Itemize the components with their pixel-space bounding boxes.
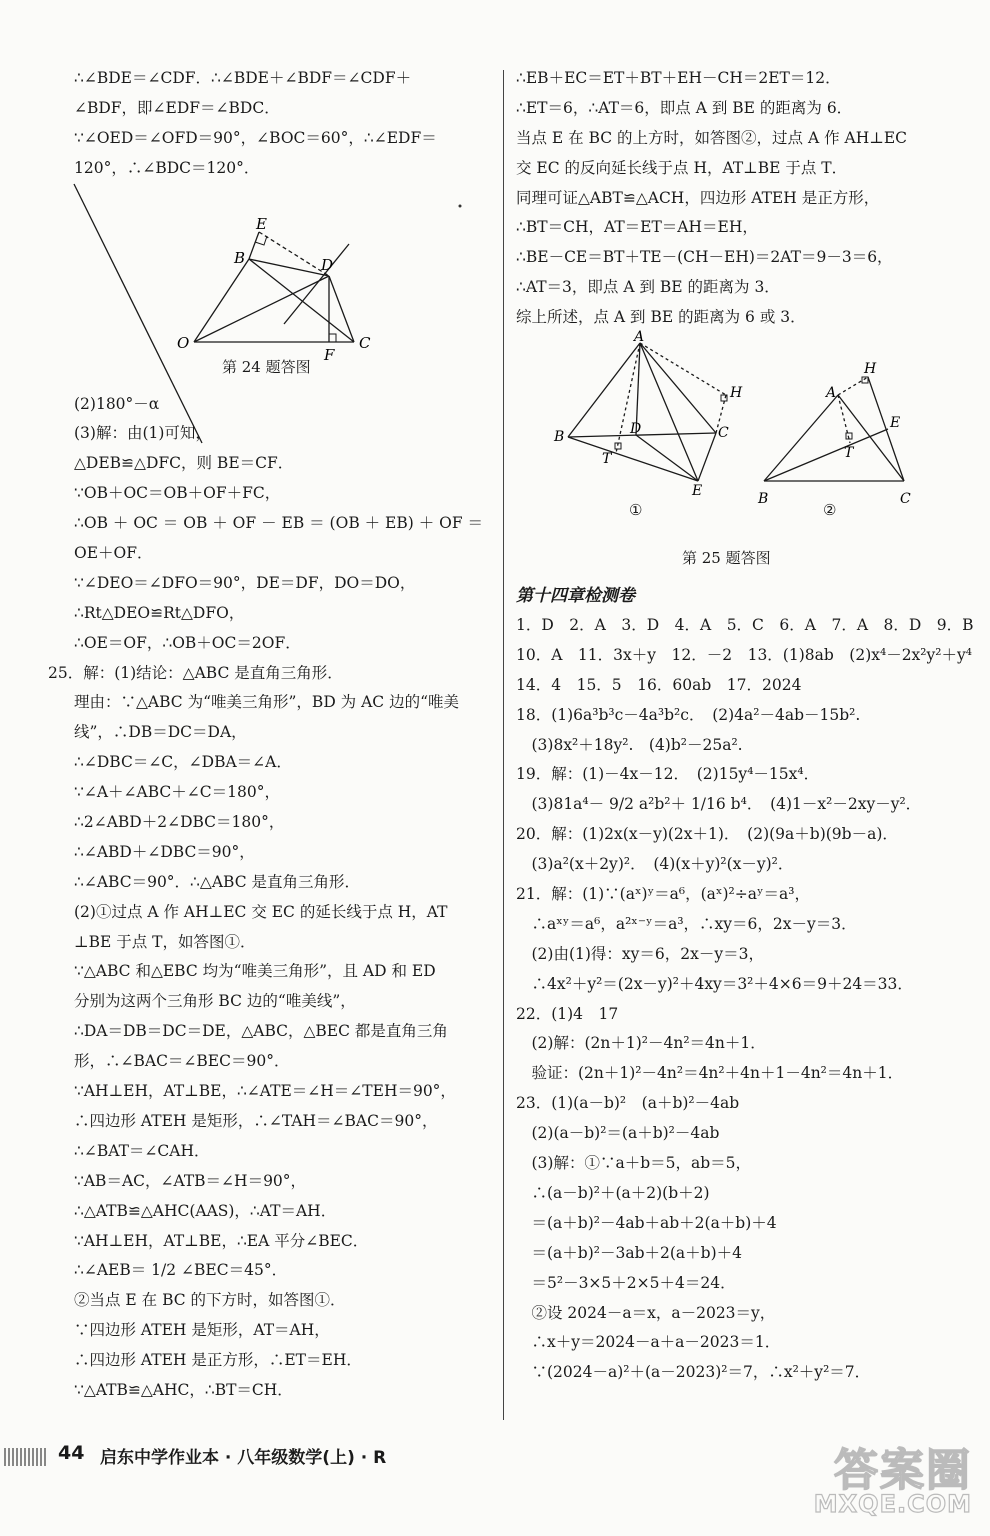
label-f: F <box>324 345 335 364</box>
left-bottom-line: ∵△ATB≌△AHC，∴BT＝CH． <box>74 1380 293 1399</box>
right-top-line: ∴BT＝CH，AT＝ET＝AH＝EH， <box>516 218 758 237</box>
right-top-line: ∴BE－CE＝BT＋TE－(CH－EH)＝2AT＝9－3＝6， <box>516 248 893 267</box>
right-top-line: ∴AT＝3，即点 A 到 BE 的距离为 3． <box>516 278 780 297</box>
right-bottom-line: 22．(1)4 17 <box>516 1004 619 1023</box>
right-bottom-line: 23．(1)(a－b)² (a＋b)²－4ab <box>516 1094 740 1113</box>
fig2-label-a: A <box>826 385 837 402</box>
left-bottom-line: ∴OB ＋ OC ＝ OB ＋ OF － EB ＝ (OB ＋ EB) ＋ OF ＝ <box>74 514 484 533</box>
fig1-label-b: B <box>554 429 565 446</box>
fig25-sublabel-2: ② <box>823 501 837 520</box>
left-bottom-line: OE＋OF． <box>74 544 153 563</box>
right-bottom-line: ∴4x²＋y²＝(2x－y)²＋4xy＝3²＋4×6＝9＋24＝33． <box>516 974 913 993</box>
fig2-ab <box>764 395 838 481</box>
right-bottom-line: 验证：(2n＋1)²－4n²＝4n²＋4n＋1－4n²＝4n＋1． <box>516 1064 904 1083</box>
right-bottom-line: ＝(a＋b)²－3ab＋2(a＋b)＋4 <box>516 1243 742 1262</box>
watermark-logo <box>800 1434 980 1530</box>
right-bottom-line: 20．解：(1)2x(x－y)(2x＋1)． (2)(9a＋b)(9b－a)． <box>516 825 898 844</box>
left-bottom-line: ∴四边形 ATEH 是正方形，∴ET＝EH． <box>74 1351 362 1370</box>
figure-24 <box>74 184 492 364</box>
left-bottom-line: ∵∠DEO＝∠DFO＝90°，DE＝DF，DO＝DO， <box>74 573 416 592</box>
svg-text:B: B <box>758 491 769 508</box>
right-bottom-line: (2)(a－b)²＝(a＋b)²－4ab <box>516 1124 720 1143</box>
right-top-line: 综上所述，点 A 到 BE 的距离为 6 或 3． <box>516 308 806 327</box>
left-bottom-line: ∵AH⊥EH，AT⊥BE，∴EA 平分∠BEC． <box>74 1231 369 1250</box>
right-bottom-line: 10．A 11．3x＋y 12．－2 13．(1)8ab (2)x⁴－2x²y²＋y⁴ <box>516 645 972 664</box>
line-ed <box>259 232 329 276</box>
left-bottom-line: ∴OE＝OF，∴OB＋OC＝2OF． <box>74 633 301 652</box>
left-bottom-line: ②当点 E 在 BC 的下方时，如答图①． <box>74 1291 346 1310</box>
left-bottom-line: ∴∠ABD＋∠DBC＝90°， <box>74 842 255 861</box>
left-bottom-line: ∴∠AEB＝ 1/2 ∠BEC＝45°． <box>74 1261 288 1280</box>
left-bottom-line: 理由：∵△ABC 为“唯美三角形”，BD 为 AC 边的“唯美 <box>74 693 460 712</box>
line-ob <box>194 259 249 342</box>
left-bottom-line: ∵∠A＋∠ABC＋∠C＝180°， <box>74 783 280 802</box>
left-bottom-line: ∴Rt△DEO≌Rt△DFO， <box>74 603 245 622</box>
left-bottom-line: ∵△ABC 和△EBC 均为“唯美三角形”，且 AD 和 ED <box>74 962 436 981</box>
fig2-ac <box>838 395 904 481</box>
chapter-14-test-title: 第十四章检测卷 <box>516 586 635 607</box>
right-bottom-line: 14．4 15．5 16．60ab 17．2024 <box>516 675 802 694</box>
right-bottom-line: (2)解：(2n＋1)²－4n²＝4n＋1． <box>516 1034 766 1053</box>
fig1-label-h: H <box>730 385 743 402</box>
left-bottom-line: ∴∠ABC＝90°．∴△ABC 是直角三角形． <box>74 872 360 891</box>
fig25-sublabel-1: ① <box>629 501 643 520</box>
fig1-label-c: C <box>718 425 729 442</box>
right-bottom-line: 18．(1)6a³b³c－4a³b²c． (2)4a²－4ab－15b². <box>516 705 861 724</box>
left-bottom-line: (3)解：由(1)可知， <box>74 424 211 443</box>
label-e: E <box>256 214 267 233</box>
book-title: 启东中学作业本 · 八年级数学(上) · R <box>100 1448 387 1468</box>
footer-decoration <box>4 1448 48 1466</box>
left-bottom-line: (2)180°－α <box>74 394 160 413</box>
right-top-line: 交 EC 的反向延长线于点 H，AT⊥BE 于点 T． <box>516 158 848 177</box>
fig2-label-h: H <box>864 361 877 378</box>
fig1-label-t: T <box>602 451 612 468</box>
figure-25-bottom-labels <box>516 489 956 519</box>
right-bottom-line: (3)81a⁴－ 9/2 a²b²＋ 1/16 b⁴． (4)1－x²－2xy－y²． <box>516 795 922 814</box>
column-divider <box>503 70 504 1420</box>
label-b: B <box>234 248 246 267</box>
left-bottom-line: 线”，∴DB＝DC＝DA， <box>74 723 247 742</box>
right-bottom-line: 19．解：(1)－4x－12． (2)15y⁴－15x⁴． <box>516 765 820 784</box>
left-bottom-line: ∵AH⊥EH，AT⊥BE，∴∠ATE＝∠H＝∠TEH＝90°， <box>74 1082 456 1101</box>
watermark-text-2: MXQE.COM <box>813 1490 972 1518</box>
left-top-line: ∴∠BDE＝∠CDF．∴∠BDE＋∠BDF＝∠CDF＋ <box>74 69 412 87</box>
left-bottom-line: 25．解：(1)结论：△ABC 是直角三角形． <box>48 663 343 682</box>
line-bd <box>249 259 329 276</box>
right-bottom-line: (3)a²(x＋2y)²． (4)(x＋y)²(x－y)²． <box>516 855 794 874</box>
line-od <box>194 276 329 342</box>
right-bottom-line: (3)解：①∵a＋b＝5，ab＝5， <box>516 1154 752 1173</box>
fig2-label-t: T <box>844 445 854 462</box>
left-bottom-line: △DEB≌△DFC，则 BE＝CF． <box>74 454 294 473</box>
fig1-ae <box>640 343 698 481</box>
fig1-ce <box>698 433 716 481</box>
fig1-label-a: A <box>634 329 645 346</box>
watermark-text-1: 答案圈 <box>834 1445 972 1496</box>
label-c: C <box>359 333 371 352</box>
left-bottom-line: ∵四边形 ATEH 是矩形，AT＝AH， <box>74 1321 330 1340</box>
page-number: 44 <box>58 1442 85 1464</box>
right-bottom-line: ∵(2024－a)²＋(a－2023)²＝7，∴x²＋y²＝7． <box>516 1363 871 1382</box>
right-top-line: ∴ET＝6，∴AT＝6，即点 A 到 BE 的距离为 6． <box>516 98 853 117</box>
figure-25 <box>516 329 956 500</box>
fig2-ah <box>838 377 868 395</box>
right-bottom-line: 1．D 2．A 3．D 4．A 5．C 6．A 7．A 8．D 9．B <box>516 616 974 635</box>
left-top-line: ∠BDF，即∠EDF＝∠BDC． <box>74 98 280 117</box>
fig1-ac <box>640 343 716 433</box>
right-bottom-line: ∴aˣʸ＝a⁶，a²ˣ⁻ʸ＝a³，∴xy＝6，2x－y＝3． <box>516 914 857 933</box>
right-top-line: ∴EB＋EC＝ET＋BT＋EH－CH＝2ET＝12． <box>516 69 841 87</box>
label-o: O <box>177 333 190 352</box>
left-bottom-line: 形，∴∠BAC＝∠BEC＝90°． <box>74 1052 290 1071</box>
line-be <box>249 232 259 259</box>
fig1-be <box>568 437 698 481</box>
left-bottom-line: ⊥BE 于点 T，如答图①． <box>74 932 256 951</box>
left-bottom-line: ∴DA＝DB＝DC＝DE，△ABC，△BEC 都是直角三角 <box>74 1022 448 1041</box>
left-bottom-line: ∴△ATB≌△AHC(AAS)，∴AT＝AH． <box>74 1201 337 1220</box>
right-bottom-line: (3)8x²＋18y². (4)b²－25a². <box>516 735 743 754</box>
svg-text:C: C <box>900 491 911 508</box>
left-top-line: ∵∠OED＝∠OFD＝90°，∠BOC＝60°，∴∠EDF＝ <box>74 128 437 147</box>
fig1-label-e: E <box>692 483 703 500</box>
left-bottom-line: ∴∠DBC＝∠C，∠DBA＝∠A． <box>74 753 292 772</box>
right-bottom-line: (2)由(1)得：xy＝6，2x－y＝3， <box>516 944 764 963</box>
right-bottom-line: ＝5²－3×5＋2×5＋4＝24． <box>516 1273 736 1292</box>
right-angle-f <box>329 334 336 342</box>
figure-24-caption: 第 24 题答图 <box>222 357 311 376</box>
figure-25-caption: 第 25 题答图 <box>682 549 771 568</box>
fig1-label-d: D <box>630 421 642 438</box>
fig2-right-angle-h <box>862 377 868 383</box>
left-bottom-line: (2)①过点 A 作 AH⊥EC 交 EC 的延长线于点 H，AT <box>74 902 448 921</box>
right-top-line: 当点 E 在 BC 的上方时，如答图②，过点 A 作 AH⊥EC <box>516 128 907 147</box>
left-bottom-line: ∴∠BAT＝∠CAH． <box>74 1141 210 1160</box>
left-bottom-line: ∴四边形 ATEH 是矩形，∴∠TAH＝∠BAC＝90°， <box>74 1111 438 1130</box>
right-bottom-line: ＝(a＋b)²－4ab＋ab＋2(a＋b)＋4 <box>516 1213 777 1232</box>
right-bottom-line: 21．解：(1)∵(aˣ)ʸ＝a⁶，(aˣ)²÷aʸ＝a³， <box>516 885 810 904</box>
right-top-line: 同理可证△ABT≌△ACH，四边形 ATEH 是正方形， <box>516 188 880 207</box>
fig1-ah <box>640 343 726 395</box>
fig2-label-e: E <box>890 415 901 432</box>
right-column <box>516 64 974 1388</box>
label-d: D <box>321 255 334 274</box>
left-bottom-line: ∴2∠ABD＋2∠DBC＝180°， <box>74 813 285 832</box>
left-column <box>48 64 492 1406</box>
left-top-line: 120°，∴∠BDC＝120°． <box>74 158 260 177</box>
right-bottom-line: ②设 2024－a＝x，a－2023＝y， <box>516 1303 776 1322</box>
left-bottom-line: ∵AB＝AC，∠ATB＝∠H＝90°， <box>74 1171 307 1190</box>
fig1-bc <box>568 433 716 437</box>
left-bottom-line: ∵OB＋OC＝OB＋OF＋FC， <box>74 484 281 503</box>
fig2-be <box>764 429 888 481</box>
right-bottom-line: ∴(a－b)²＋(a＋2)(b＋2) <box>516 1183 710 1202</box>
left-bottom-line: 分别为这两个三角形 BC 边的“唯美线”， <box>74 992 356 1011</box>
right-bottom-line: ∴x＋y＝2024－a＋a－2023＝1． <box>516 1333 781 1352</box>
